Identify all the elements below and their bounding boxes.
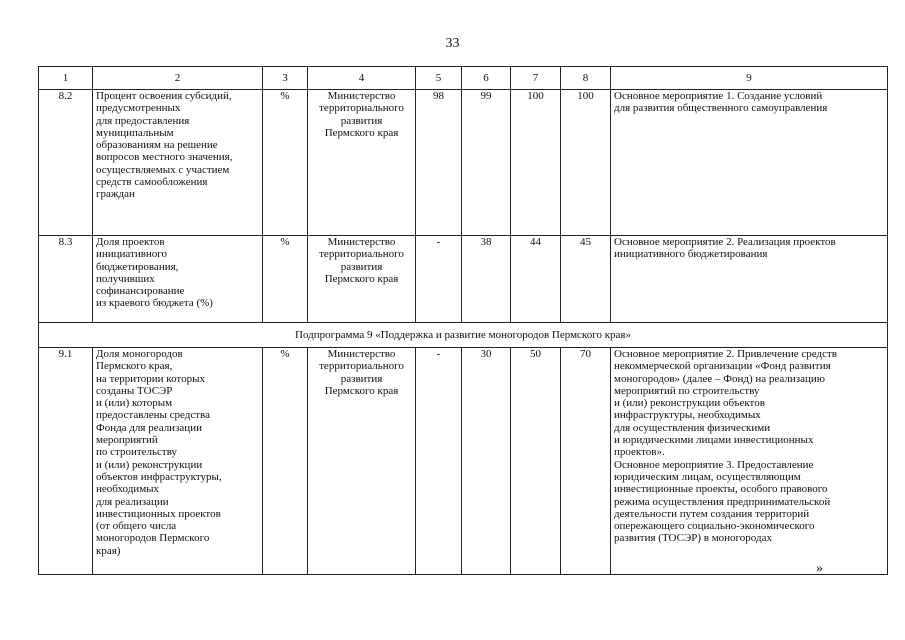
- value-col7: 100: [511, 90, 561, 236]
- main-measure: Основное мероприятие 1. Создание условий для развития общественного самоуправления: [611, 90, 888, 236]
- table-row: [39, 348, 888, 575]
- indicators-table: [38, 66, 888, 575]
- value-col8: 45: [561, 236, 611, 323]
- row-number: 9.1: [39, 348, 93, 575]
- row-number: 8.2: [39, 90, 93, 236]
- subprogram-title: Подпрограмма 9 «Поддержка и развитие моногородов Пермского края»: [39, 323, 888, 348]
- value-col5: -: [416, 348, 462, 575]
- header-cell: 7: [511, 67, 561, 90]
- responsible-ministry: Министерство территориального развития Пермского края: [308, 236, 416, 323]
- header-row: [39, 67, 888, 90]
- page-number: 33: [445, 36, 460, 51]
- main-measure: Основное мероприятие 2. Реализация проектов инициативного бюджетирования: [611, 236, 888, 323]
- value-col8: 70: [561, 348, 611, 575]
- header-cell: 4: [308, 67, 416, 90]
- header-cell: 2: [93, 67, 263, 90]
- indicator-name: Доля моногородов Пермского края, на территории которых созданы ТОСЭР и (или) которым предоставлены средства Фонда для реализации мероприятий по строительству и (или) реконструкции объектов инфраструктуры, необходимых для реализации инвестиционных проектов (от общего числа моногородов Пермского края): [93, 348, 263, 575]
- responsible-ministry: Министерство территориального развития Пермского края: [308, 90, 416, 236]
- value-col6: 30: [462, 348, 511, 575]
- header-cell: 9: [611, 67, 888, 90]
- main-measure: Основное мероприятие 2. Привлечение средств некоммерческой организации «Фонд развития моногородов» (далее – Фонд) на реализацию мероприятий по строительству и (или) реконструкции объектов инфраструктуры, необходимых для осуществления физическими и юридическими лицами инвестиционных проектов». Основное мероприятие 3. Предоставление юридическим лицам, осуществляющим инвестиционные проекты, особого правового режима осуществления предпринимательской деятельности путем создания территорий опережающего социально-экономического развития (ТОСЭР) в моногородах: [611, 348, 888, 575]
- row-number: 8.3: [39, 236, 93, 323]
- unit: %: [263, 90, 308, 236]
- responsible-ministry: Министерство территориального развития Пермского края: [308, 348, 416, 575]
- indicator-name: Процент освоения субсидий, предусмотренных для предоставления муниципальным образованиям на решение вопросов местного значения, осуществляемых с участием средств самообложения граждан: [93, 90, 263, 236]
- header-cell: 8: [561, 67, 611, 90]
- header-cell: 1: [39, 67, 93, 90]
- continuation-mark: »: [816, 561, 823, 576]
- value-col7: 50: [511, 348, 561, 575]
- value-col5: -: [416, 236, 462, 323]
- subprogram-row: [39, 323, 888, 348]
- value-col6: 99: [462, 90, 511, 236]
- unit: %: [263, 348, 308, 575]
- header-cell: 5: [416, 67, 462, 90]
- table-row: [39, 236, 888, 323]
- value-col6: 38: [462, 236, 511, 323]
- value-col5: 98: [416, 90, 462, 236]
- value-col8: 100: [561, 90, 611, 236]
- unit: %: [263, 236, 308, 323]
- indicator-name: Доля проектов инициативного бюджетирования, получивших софинансирование из краевого бюджета (%): [93, 236, 263, 323]
- header-cell: 3: [263, 67, 308, 90]
- header-cell: 6: [462, 67, 511, 90]
- value-col7: 44: [511, 236, 561, 323]
- table-row: [39, 90, 888, 236]
